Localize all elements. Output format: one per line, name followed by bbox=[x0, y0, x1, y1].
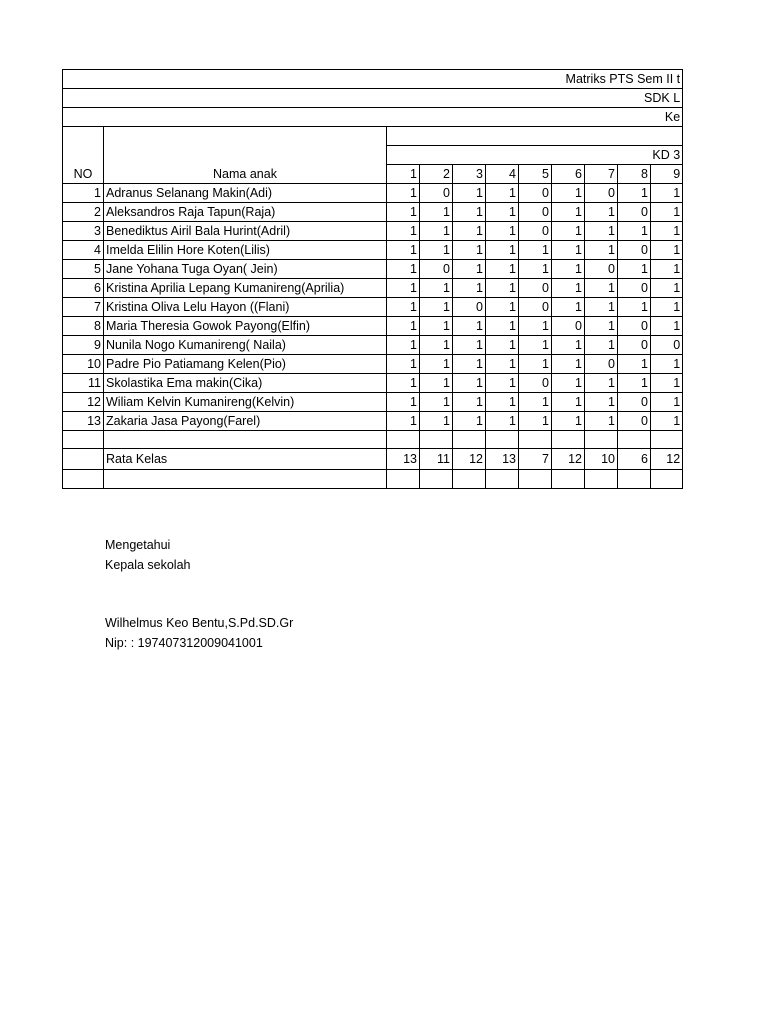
score-cell: 1 bbox=[585, 297, 618, 316]
score-cell: 1 bbox=[585, 316, 618, 335]
score-cell: 0 bbox=[618, 411, 651, 430]
no-header: NO bbox=[63, 127, 104, 184]
score-cell: 1 bbox=[519, 392, 552, 411]
class-average-label: Rata Kelas bbox=[104, 449, 387, 470]
score-cell: 0 bbox=[618, 335, 651, 354]
class-label: Ke bbox=[63, 108, 683, 127]
score-cell: 1 bbox=[486, 316, 519, 335]
empty-cell bbox=[486, 430, 519, 449]
score-cell: 1 bbox=[618, 259, 651, 278]
student-name: Imelda Elilin Hore Koten(Lilis) bbox=[104, 240, 387, 259]
student-name: Wiliam Kelvin Kumanireng(Kelvin) bbox=[104, 392, 387, 411]
question-number-cell: 3 bbox=[453, 164, 486, 183]
score-cell: 0 bbox=[519, 221, 552, 240]
score-cell: 1 bbox=[486, 373, 519, 392]
kd-label: KD 3 bbox=[387, 145, 683, 164]
student-number: 3 bbox=[63, 221, 104, 240]
sheet-title: Matriks PTS Sem II t bbox=[63, 70, 683, 89]
score-cell: 1 bbox=[387, 316, 420, 335]
class-average-value: 12 bbox=[552, 449, 585, 470]
empty-cell bbox=[651, 470, 683, 489]
score-cell: 1 bbox=[387, 240, 420, 259]
score-cell: 1 bbox=[387, 335, 420, 354]
score-cell: 0 bbox=[519, 278, 552, 297]
question-number-cell: 6 bbox=[552, 164, 585, 183]
score-cell: 1 bbox=[387, 373, 420, 392]
score-cell: 1 bbox=[486, 183, 519, 202]
score-cell: 1 bbox=[618, 297, 651, 316]
score-cell: 1 bbox=[387, 259, 420, 278]
header-blank-cell bbox=[387, 127, 683, 146]
score-cell: 0 bbox=[618, 240, 651, 259]
header-row-blank bbox=[63, 127, 683, 146]
score-cell: 1 bbox=[585, 278, 618, 297]
score-cell: 1 bbox=[387, 392, 420, 411]
score-cell: 1 bbox=[585, 221, 618, 240]
spacer-row bbox=[63, 430, 683, 449]
empty-cell bbox=[552, 430, 585, 449]
score-cell: 1 bbox=[420, 278, 453, 297]
empty-cell bbox=[63, 449, 104, 470]
score-cell: 1 bbox=[453, 259, 486, 278]
score-cell: 1 bbox=[387, 183, 420, 202]
empty-cell bbox=[618, 470, 651, 489]
score-cell: 0 bbox=[519, 202, 552, 221]
score-cell: 1 bbox=[651, 354, 683, 373]
student-row bbox=[63, 411, 683, 430]
question-number-cell: 7 bbox=[585, 164, 618, 183]
question-number-cell: 8 bbox=[618, 164, 651, 183]
score-cell: 0 bbox=[519, 373, 552, 392]
score-cell: 1 bbox=[552, 221, 585, 240]
signature-space bbox=[105, 575, 293, 614]
score-cell: 0 bbox=[453, 297, 486, 316]
school-name: SDK L bbox=[63, 89, 683, 108]
title-row-1 bbox=[63, 70, 683, 89]
score-cell: 1 bbox=[651, 373, 683, 392]
score-cell: 1 bbox=[420, 392, 453, 411]
class-average-value: 10 bbox=[585, 449, 618, 470]
empty-cell bbox=[420, 430, 453, 449]
student-number: 6 bbox=[63, 278, 104, 297]
student-row bbox=[63, 354, 683, 373]
principal-label: Kepala sekolah bbox=[105, 557, 191, 572]
score-cell: 1 bbox=[387, 221, 420, 240]
score-cell: 0 bbox=[519, 183, 552, 202]
empty-cell bbox=[387, 470, 420, 489]
score-cell: 1 bbox=[519, 411, 552, 430]
score-cell: 1 bbox=[651, 183, 683, 202]
student-name: Kristina Aprilia Lepang Kumanireng(Aprilia) bbox=[104, 278, 387, 297]
empty-cell bbox=[519, 470, 552, 489]
student-row bbox=[63, 392, 683, 411]
score-cell: 1 bbox=[552, 392, 585, 411]
score-matrix-sheet bbox=[62, 69, 682, 489]
score-cell: 1 bbox=[552, 297, 585, 316]
score-cell: 1 bbox=[651, 297, 683, 316]
student-number: 12 bbox=[63, 392, 104, 411]
student-name: Padre Pio Patiamang Kelen(Pio) bbox=[104, 354, 387, 373]
score-cell: 1 bbox=[420, 221, 453, 240]
score-cell: 1 bbox=[453, 335, 486, 354]
trailing-blank-row bbox=[63, 470, 683, 489]
acknowledged-label: Mengetahui bbox=[105, 538, 171, 552]
score-cell: 1 bbox=[453, 316, 486, 335]
score-cell: 0 bbox=[618, 316, 651, 335]
student-name: Nunila Nogo Kumanireng( Naila) bbox=[104, 335, 387, 354]
student-name: Aleksandros Raja Tapun(Raja) bbox=[104, 202, 387, 221]
student-number: 8 bbox=[63, 316, 104, 335]
score-cell: 1 bbox=[486, 297, 519, 316]
score-cell: 0 bbox=[585, 259, 618, 278]
score-cell: 1 bbox=[552, 354, 585, 373]
empty-cell bbox=[519, 430, 552, 449]
score-cell: 1 bbox=[552, 183, 585, 202]
signatory-name: Wilhelmus Keo Bentu,S.Pd.SD.Gr bbox=[105, 616, 294, 630]
empty-cell bbox=[63, 470, 104, 489]
score-cell: 0 bbox=[651, 335, 683, 354]
score-cell: 1 bbox=[585, 335, 618, 354]
student-name: Benediktus Airil Bala Hurint(Adril) bbox=[104, 221, 387, 240]
score-cell: 1 bbox=[585, 411, 618, 430]
score-cell: 1 bbox=[420, 316, 453, 335]
class-average-value: 12 bbox=[651, 449, 683, 470]
empty-cell bbox=[453, 430, 486, 449]
score-cell: 1 bbox=[453, 202, 486, 221]
question-number-cell: 2 bbox=[420, 164, 453, 183]
score-cell: 1 bbox=[651, 411, 683, 430]
empty-cell bbox=[486, 470, 519, 489]
class-average-value: 6 bbox=[618, 449, 651, 470]
score-cell: 1 bbox=[387, 278, 420, 297]
name-header: Nama anak bbox=[104, 127, 387, 184]
score-cell: 1 bbox=[651, 202, 683, 221]
score-cell: 1 bbox=[420, 335, 453, 354]
score-cell: 1 bbox=[552, 373, 585, 392]
score-cell: 1 bbox=[519, 259, 552, 278]
score-cell: 1 bbox=[552, 335, 585, 354]
score-cell: 0 bbox=[585, 183, 618, 202]
score-cell: 1 bbox=[519, 240, 552, 259]
class-average-value: 7 bbox=[519, 449, 552, 470]
score-cell: 1 bbox=[420, 354, 453, 373]
score-cell: 1 bbox=[486, 411, 519, 430]
score-cell: 1 bbox=[618, 373, 651, 392]
question-number-cell: 9 bbox=[651, 164, 683, 183]
score-cell: 1 bbox=[651, 316, 683, 335]
score-cell: 0 bbox=[618, 392, 651, 411]
score-cell: 1 bbox=[618, 354, 651, 373]
empty-cell bbox=[585, 430, 618, 449]
score-cell: 1 bbox=[453, 278, 486, 297]
student-row bbox=[63, 316, 683, 335]
title-row-2 bbox=[63, 89, 683, 108]
score-cell: 1 bbox=[552, 202, 585, 221]
score-cell: 1 bbox=[552, 240, 585, 259]
title-row-3 bbox=[63, 108, 683, 127]
score-cell: 1 bbox=[552, 278, 585, 297]
empty-cell bbox=[453, 470, 486, 489]
score-cell: 1 bbox=[486, 354, 519, 373]
empty-cell bbox=[63, 430, 104, 449]
class-average-value: 12 bbox=[453, 449, 486, 470]
score-cell: 1 bbox=[486, 335, 519, 354]
score-cell: 1 bbox=[387, 411, 420, 430]
score-cell: 1 bbox=[420, 202, 453, 221]
score-cell: 1 bbox=[420, 373, 453, 392]
empty-cell bbox=[420, 470, 453, 489]
student-number: 13 bbox=[63, 411, 104, 430]
student-row bbox=[63, 373, 683, 392]
score-cell: 1 bbox=[651, 259, 683, 278]
score-cell: 1 bbox=[519, 335, 552, 354]
score-cell: 1 bbox=[552, 259, 585, 278]
score-cell: 1 bbox=[387, 202, 420, 221]
score-cell: 1 bbox=[453, 183, 486, 202]
score-cell: 0 bbox=[519, 297, 552, 316]
student-number: 9 bbox=[63, 335, 104, 354]
empty-cell bbox=[585, 470, 618, 489]
student-row bbox=[63, 183, 683, 202]
class-average-value: 13 bbox=[387, 449, 420, 470]
empty-cell bbox=[387, 430, 420, 449]
student-row bbox=[63, 297, 683, 316]
score-cell: 1 bbox=[387, 297, 420, 316]
score-cell: 1 bbox=[618, 221, 651, 240]
score-cell: 1 bbox=[486, 221, 519, 240]
empty-cell bbox=[618, 430, 651, 449]
student-name: Maria Theresia Gowok Payong(Elfin) bbox=[104, 316, 387, 335]
score-cell: 1 bbox=[486, 202, 519, 221]
score-cell: 0 bbox=[585, 354, 618, 373]
student-name: Zakaria Jasa Payong(Farel) bbox=[104, 411, 387, 430]
empty-cell bbox=[651, 430, 683, 449]
score-cell: 1 bbox=[486, 259, 519, 278]
student-row bbox=[63, 240, 683, 259]
score-cell: 1 bbox=[552, 411, 585, 430]
student-name: Adranus Selanang Makin(Adi) bbox=[104, 183, 387, 202]
score-cell: 0 bbox=[420, 259, 453, 278]
student-number: 1 bbox=[63, 183, 104, 202]
signatory-nip: Nip: : 197407312009041001 bbox=[105, 635, 263, 650]
score-cell: 1 bbox=[453, 411, 486, 430]
score-cell: 1 bbox=[519, 354, 552, 373]
score-cell: 1 bbox=[387, 354, 420, 373]
student-number: 2 bbox=[63, 202, 104, 221]
student-number: 4 bbox=[63, 240, 104, 259]
class-average-value: 13 bbox=[486, 449, 519, 470]
score-cell: 1 bbox=[453, 392, 486, 411]
empty-cell bbox=[552, 470, 585, 489]
score-cell: 1 bbox=[486, 240, 519, 259]
score-cell: 1 bbox=[585, 202, 618, 221]
class-average-value: 11 bbox=[420, 449, 453, 470]
student-row bbox=[63, 259, 683, 278]
student-number: 5 bbox=[63, 259, 104, 278]
student-row bbox=[63, 278, 683, 297]
empty-cell bbox=[104, 430, 387, 449]
student-row bbox=[63, 221, 683, 240]
student-number: 7 bbox=[63, 297, 104, 316]
student-name: Skolastika Ema makin(Cika) bbox=[104, 373, 387, 392]
student-row bbox=[63, 202, 683, 221]
score-cell: 1 bbox=[651, 278, 683, 297]
student-number: 11 bbox=[63, 373, 104, 392]
score-cell: 0 bbox=[552, 316, 585, 335]
score-cell: 0 bbox=[618, 202, 651, 221]
score-cell: 1 bbox=[585, 392, 618, 411]
score-cell: 1 bbox=[651, 221, 683, 240]
score-cell: 1 bbox=[453, 221, 486, 240]
score-cell: 1 bbox=[486, 392, 519, 411]
score-cell: 0 bbox=[420, 183, 453, 202]
score-cell: 1 bbox=[486, 278, 519, 297]
score-cell: 1 bbox=[651, 392, 683, 411]
score-cell: 1 bbox=[420, 240, 453, 259]
student-row bbox=[63, 335, 683, 354]
empty-cell bbox=[104, 470, 387, 489]
score-cell: 1 bbox=[420, 297, 453, 316]
signature-block bbox=[105, 536, 293, 653]
score-cell: 1 bbox=[651, 240, 683, 259]
score-cell: 1 bbox=[453, 354, 486, 373]
student-number: 10 bbox=[63, 354, 104, 373]
score-cell: 0 bbox=[618, 278, 651, 297]
student-name: Kristina Oliva Lelu Hayon ((Flani) bbox=[104, 297, 387, 316]
question-number-cell: 5 bbox=[519, 164, 552, 183]
score-cell: 1 bbox=[453, 373, 486, 392]
score-cell: 1 bbox=[585, 373, 618, 392]
score-cell: 1 bbox=[585, 240, 618, 259]
score-cell: 1 bbox=[420, 411, 453, 430]
score-cell: 1 bbox=[453, 240, 486, 259]
question-number-cell: 4 bbox=[486, 164, 519, 183]
class-average-row bbox=[63, 449, 683, 470]
score-matrix-table bbox=[62, 69, 683, 489]
question-number-cell: 1 bbox=[387, 164, 420, 183]
student-name: Jane Yohana Tuga Oyan( Jein) bbox=[104, 259, 387, 278]
score-cell: 1 bbox=[519, 316, 552, 335]
score-cell: 1 bbox=[618, 183, 651, 202]
